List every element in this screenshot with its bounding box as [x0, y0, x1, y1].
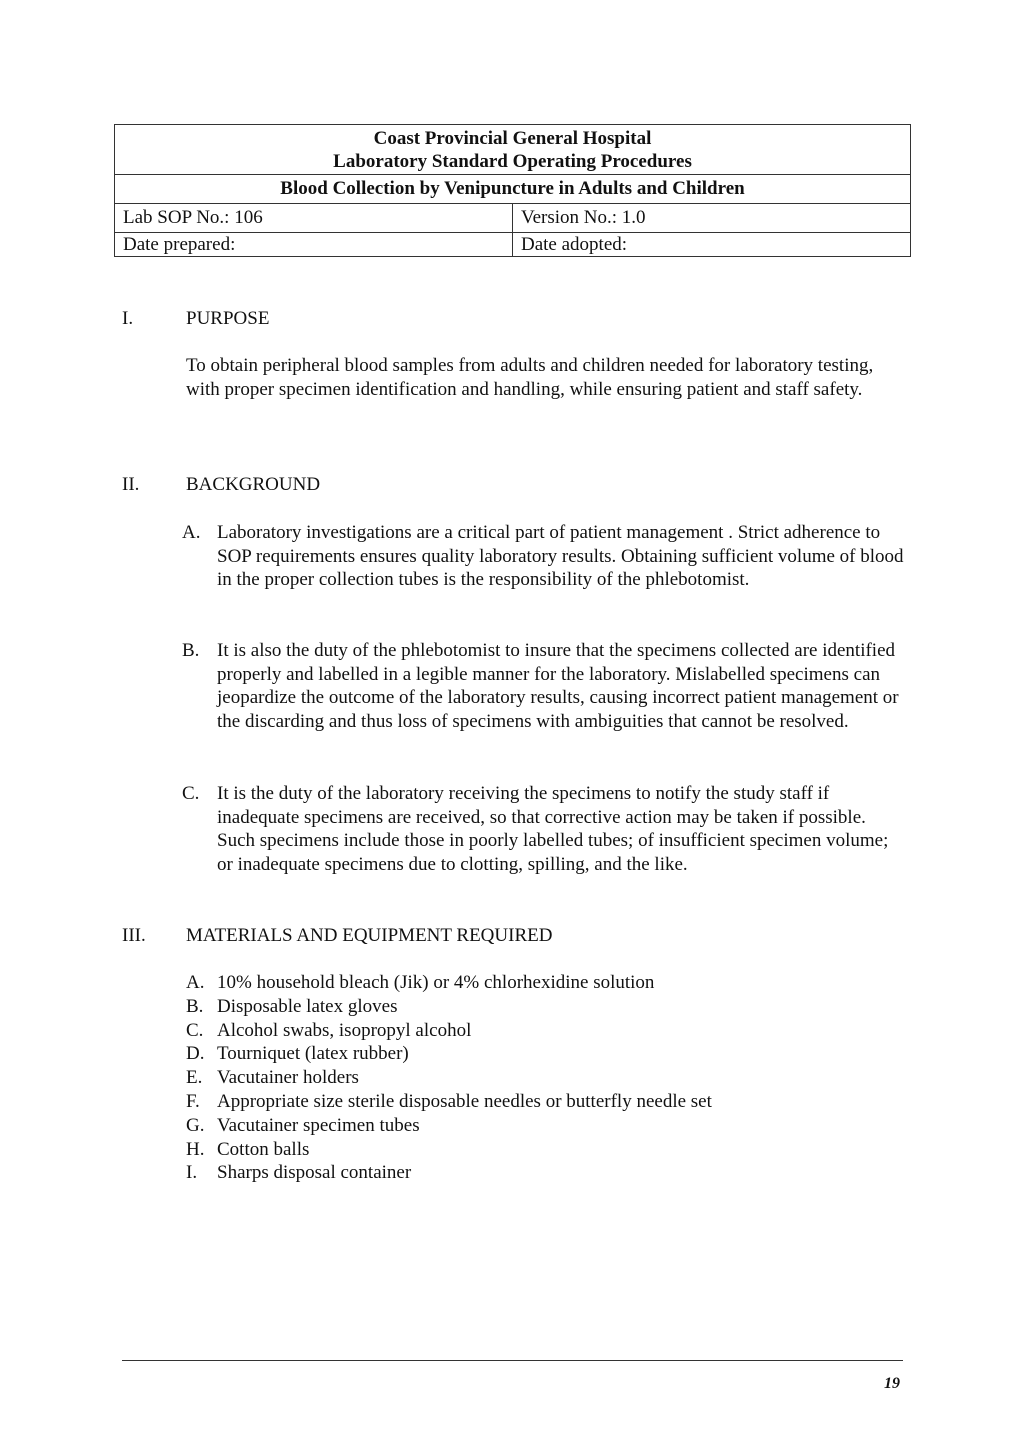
header-procedure-row [115, 175, 911, 204]
version-number: Version No.: 1.0 [513, 204, 911, 233]
item-text: Cotton balls [217, 1138, 310, 1160]
date-adopted: Date adopted: [513, 233, 911, 257]
hospital-name: Coast Provincial General Hospital [373, 128, 652, 149]
background-item [182, 639, 904, 733]
item-text: Disposable latex gloves [217, 995, 398, 1017]
item-text: 10% household bleach (Jik) or 4% chlorhexidine solution [217, 972, 655, 993]
list-item [186, 1161, 886, 1185]
item-letter: I. [186, 1162, 198, 1184]
list-item [186, 995, 886, 1019]
item-letter: F. [186, 1090, 200, 1112]
background-item [182, 521, 904, 592]
section-number: III. [122, 925, 146, 946]
item-text: It is the duty of the laboratory receiving the specimens to notify the study staff if inadequate specimens are received, so that corrective action may be taken if possible. Such specimens include those in poorly labelled tubes; of insufficient specimen volume; or inadequate specimens due to clotting, spilling, and the like. [217, 783, 889, 875]
item-letter: A. [182, 522, 201, 543]
materials-list [186, 971, 886, 1185]
item-letter: E. [186, 1067, 203, 1089]
section-purpose-heading [122, 307, 269, 331]
item-text: Sharps disposal container [217, 1162, 412, 1184]
list-item [182, 639, 904, 733]
item-letter: B. [186, 995, 204, 1017]
item-letter: C. [186, 1019, 204, 1041]
item-text: Vacutainer specimen tubes [217, 1114, 420, 1136]
background-item [182, 782, 904, 876]
list-item [186, 971, 886, 995]
section-title: MATERIALS AND EQUIPMENT REQUIRED [186, 925, 553, 946]
section-title: PURPOSE [186, 308, 270, 329]
item-letter: G. [186, 1114, 205, 1136]
department-name: Laboratory Standard Operating Procedures [333, 151, 692, 172]
list-item [186, 1114, 886, 1138]
list-item [186, 1066, 886, 1090]
list-item [182, 782, 904, 876]
list-item [182, 521, 904, 592]
sop-number: Lab SOP No.: 106 [115, 204, 513, 233]
header-title-row [115, 125, 911, 175]
item-letter: D. [186, 1043, 205, 1065]
header-title-cell [115, 125, 911, 175]
sop-header-table [114, 124, 911, 257]
date-prepared: Date prepared: [115, 233, 513, 257]
item-text: It is also the duty of the phlebotomist to insure that the specimens collected are identified properly and labelled in a legible manner for the laboratory. Mislabelled specimens can jeopardize the outcome of the laboratory results, causing incorrect patient management or the discarding and thus loss of specimens with ambiguities that cannot be resolved. [217, 640, 899, 732]
list-item [186, 1090, 886, 1114]
section-title: BACKGROUND [186, 474, 321, 495]
item-text: Tourniquet (latex rubber) [217, 1043, 409, 1065]
section-materials-heading [122, 924, 552, 948]
item-text: Vacutainer holders [217, 1067, 359, 1089]
section-background-heading [122, 473, 320, 497]
item-letter: H. [186, 1138, 205, 1160]
section-number: I. [122, 308, 134, 329]
list-item [186, 1138, 886, 1162]
item-letter: A. [186, 972, 205, 993]
item-letter: B. [182, 640, 200, 661]
procedure-title: Blood Collection by Venipuncture in Adults and Children [115, 175, 911, 204]
section-number: II. [122, 474, 140, 495]
header-meta-row [115, 204, 911, 233]
item-letter: C. [182, 783, 200, 804]
purpose-paragraph: To obtain peripheral blood samples from adults and children needed for laboratory testing, with proper specimen identification and handling, while ensuring patient and staff safety. [186, 355, 874, 400]
item-text: Laboratory investigations are a critical part of patient management . Strict adherence to SOP requirements ensures quality laboratory results. Obtaining sufficient volume of blood in the proper collection tubes is the responsibility of the phlebotomist. [217, 522, 904, 591]
page-number: 19 [884, 1375, 900, 1392]
list-item [186, 1019, 886, 1043]
list-item [186, 1042, 886, 1066]
item-text: Appropriate size sterile disposable needles or butterfly needle set [217, 1090, 712, 1112]
header-date-row [115, 233, 911, 257]
footer-divider [122, 1360, 903, 1361]
item-text: Alcohol swabs, isopropyl alcohol [217, 1019, 472, 1041]
